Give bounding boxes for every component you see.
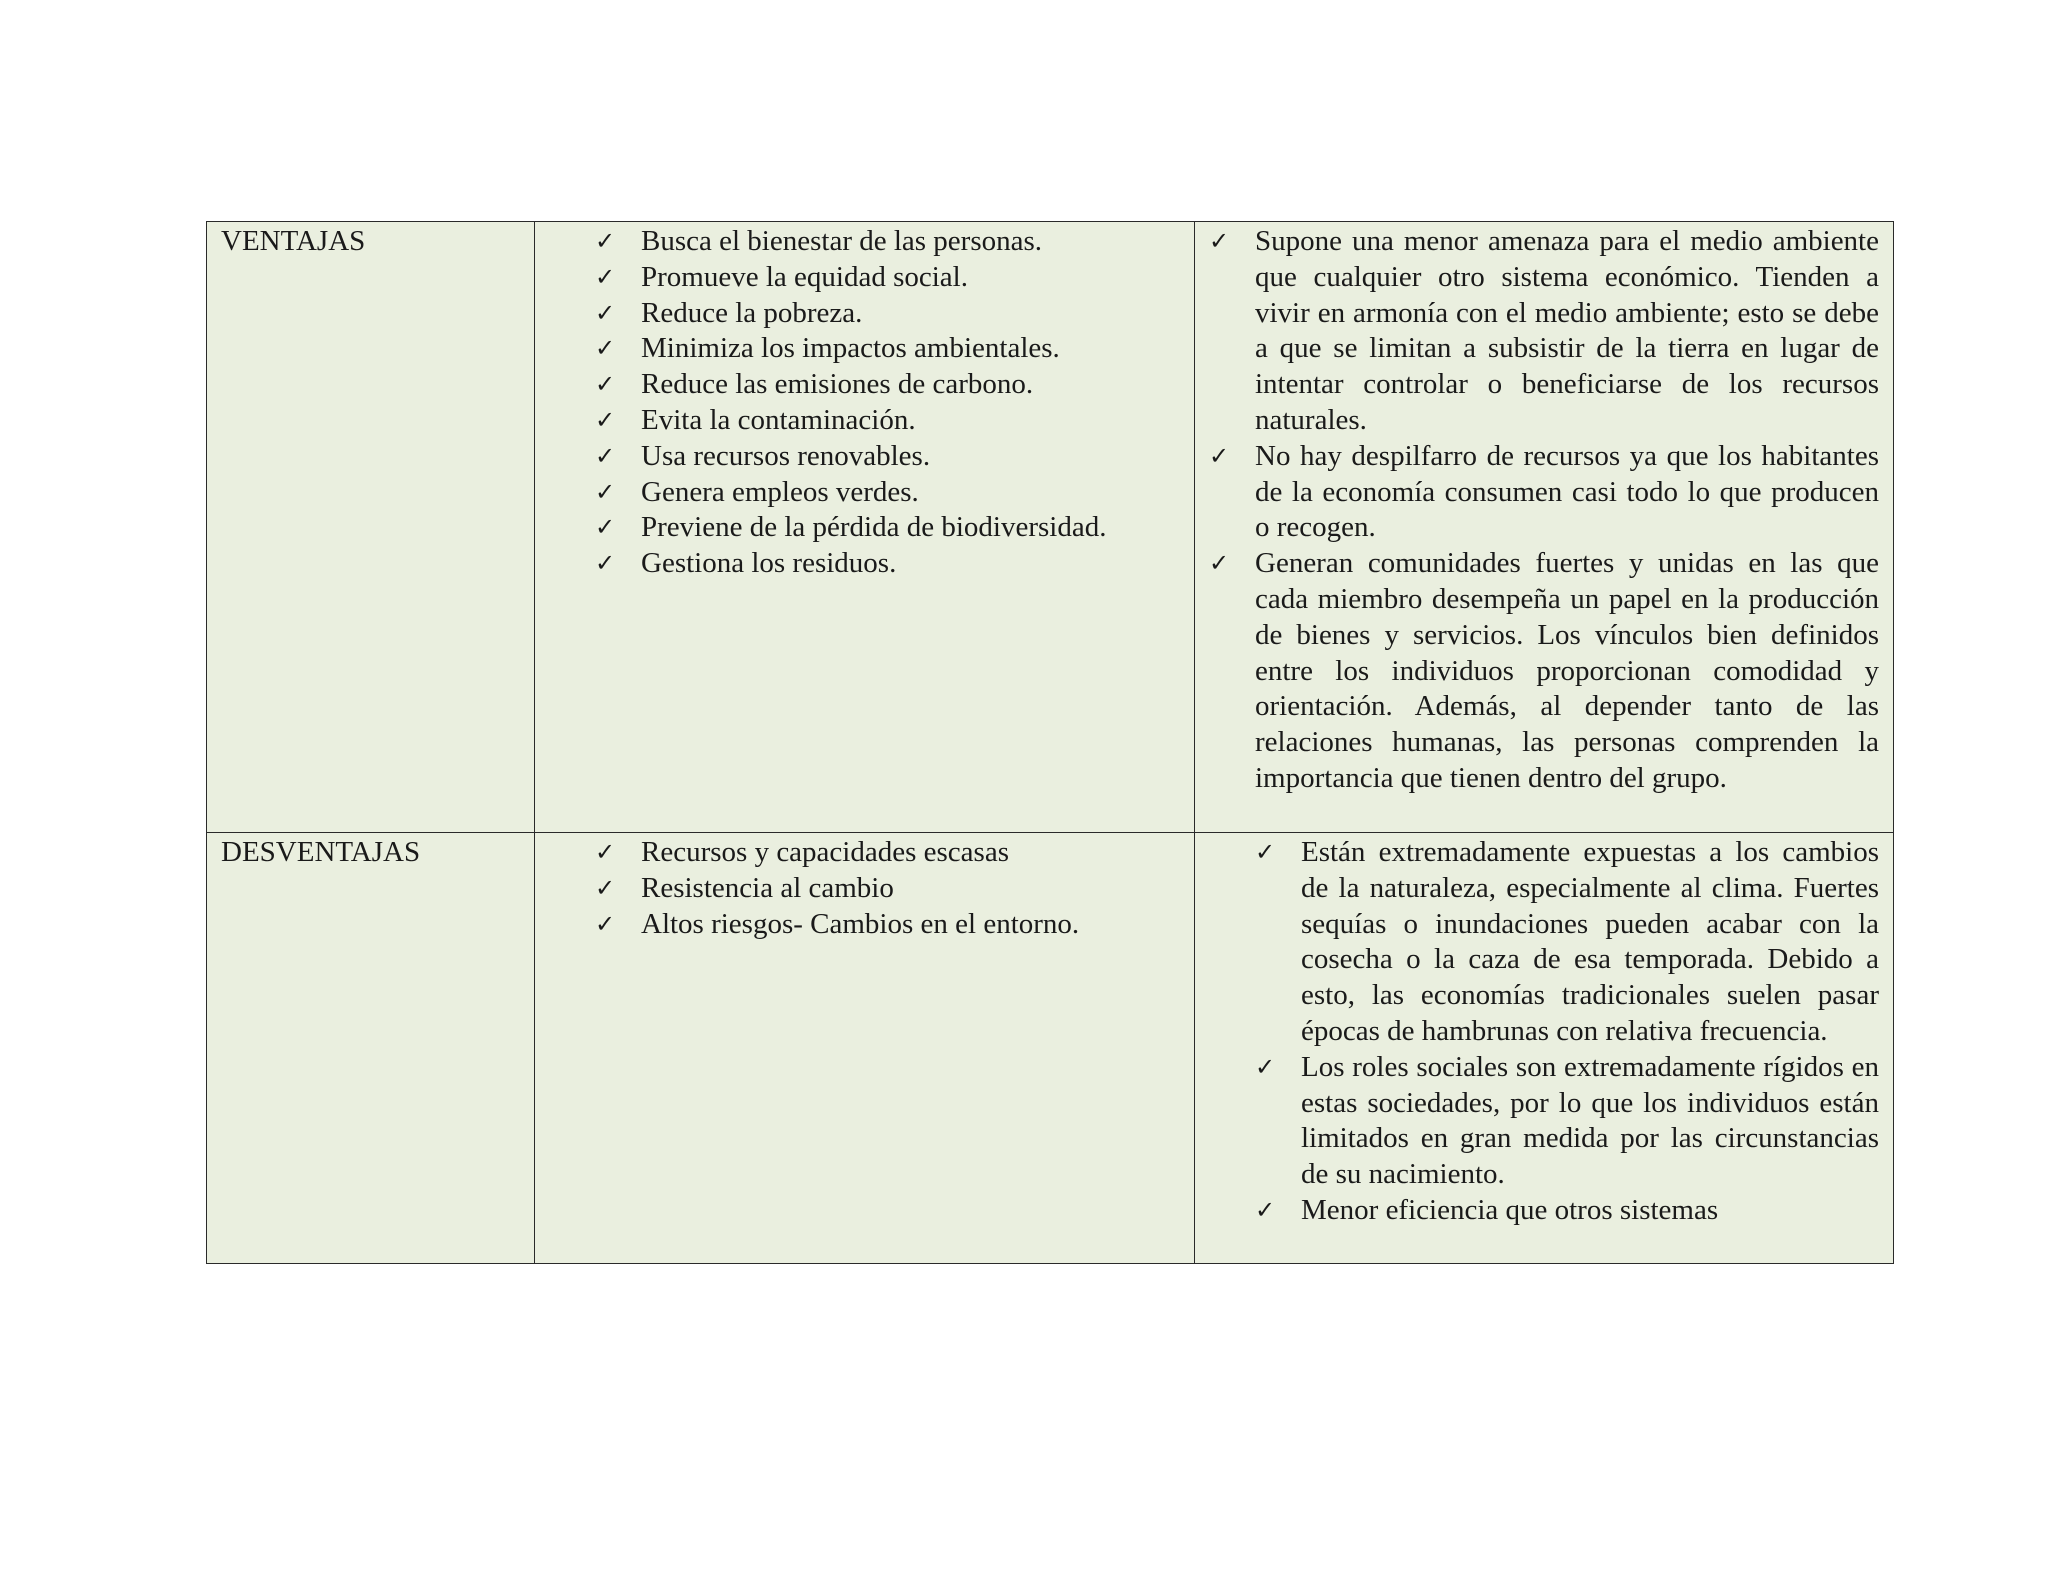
- list-item: ✓ Gestiona los residuos.: [535, 546, 1194, 582]
- list-item: ✓ No hay despilfarro de recursos ya que los habitantes de la economía consumen casi todo lo que producen o recogen.: [1209, 439, 1879, 544]
- list-item: ✓ Previene de la pérdida de biodiversidad.: [535, 510, 1194, 546]
- checklist: [535, 224, 1194, 582]
- row-label-cell: [207, 222, 535, 833]
- check-icon: ✓: [1255, 1195, 1276, 1224]
- table-row-ventajas: [207, 222, 1894, 833]
- table-row-desventajas: [207, 833, 1894, 1264]
- checklist: [1195, 835, 1879, 1229]
- check-icon: ✓: [1255, 838, 1276, 866]
- list-item: ✓ Minimiza los impactos ambientales.: [535, 331, 1194, 367]
- right-cell: [1195, 222, 1894, 833]
- check-icon: ✓: [595, 513, 616, 542]
- check-icon: ✓: [1209, 441, 1230, 470]
- row-label: VENTAJAS: [221, 225, 366, 257]
- list-item: ✓ Evita la contaminación.: [535, 403, 1194, 439]
- list-item: ✓ Reduce la pobreza.: [535, 296, 1194, 332]
- check-icon: ✓: [595, 838, 616, 866]
- middle-cell: [535, 222, 1195, 833]
- list-item: ✓ Genera empleos verdes.: [535, 475, 1194, 511]
- comparison-table: [206, 221, 1894, 1264]
- list-item: ✓ Generan comunidades fuertes y unidas en las que cada miembro desempeña un papel en la producción de bienes y servicios. Los vínculos bien definidos entre los individuos proporcionan comodidad y orientación. Además, al depender tanto de las relaciones humanas, las personas comprenden la importancia que tienen dentro del grupo.: [1209, 547, 1879, 794]
- check-icon: ✓: [595, 405, 616, 434]
- checklist: [1195, 224, 1879, 797]
- check-icon: ✓: [1255, 1052, 1276, 1081]
- check-icon: ✓: [595, 549, 616, 578]
- check-icon: ✓: [595, 334, 616, 363]
- check-icon: ✓: [595, 909, 616, 938]
- right-cell: [1195, 833, 1894, 1264]
- list-item: ✓ Altos riesgos- Cambios en el entorno.: [535, 907, 1194, 943]
- check-icon: ✓: [595, 227, 616, 255]
- list-item: ✓ Busca el bienestar de las personas.: [535, 224, 1194, 260]
- list-item: ✓ Están extremadamente expuestas a los cambios de la naturaleza, especialmente al clima. Fuertes sequías o inundaciones pueden acabar con la cosecha o la caza de esa temporada. Debido a esto, las economías tradicionales suelen pasar épocas de hambrunas con relativa frecuencia.: [1255, 836, 1879, 1047]
- check-icon: ✓: [595, 477, 616, 506]
- check-icon: ✓: [1209, 227, 1230, 255]
- check-icon: ✓: [595, 873, 616, 902]
- list-item: ✓ Recursos y capacidades escasas: [535, 835, 1194, 871]
- list-item: ✓ Reduce las emisiones de carbono.: [535, 367, 1194, 403]
- row-label-cell: [207, 833, 535, 1264]
- checklist: [535, 835, 1194, 942]
- check-icon: ✓: [595, 441, 616, 470]
- row-label: DESVENTAJAS: [221, 836, 421, 868]
- list-item: ✓ Promueve la equidad social.: [535, 260, 1194, 296]
- list-item: ✓ Menor eficiencia que otros sistemas: [1195, 1193, 1879, 1229]
- check-icon: ✓: [595, 262, 616, 291]
- list-item: ✓ Usa recursos renovables.: [535, 439, 1194, 475]
- list-item: ✓ Los roles sociales son extremadamente rígidos en estas sociedades, por lo que los individuos están limitados en gran medida por las circunstancias de su nacimiento.: [1255, 1050, 1879, 1191]
- middle-cell: [535, 833, 1195, 1264]
- list-item: ✓ Supone una menor amenaza para el medio ambiente que cualquier otro sistema económico. Tienden a vivir en armonía con el medio ambiente; esto se debe a que se limitan a subsistir de la tierra en lugar de intentar controlar o beneficiarse de los recursos naturales.: [1209, 225, 1879, 436]
- list-item: ✓ Resistencia al cambio: [535, 871, 1194, 907]
- check-icon: ✓: [595, 370, 616, 399]
- check-icon: ✓: [1209, 549, 1230, 578]
- check-icon: ✓: [595, 298, 616, 327]
